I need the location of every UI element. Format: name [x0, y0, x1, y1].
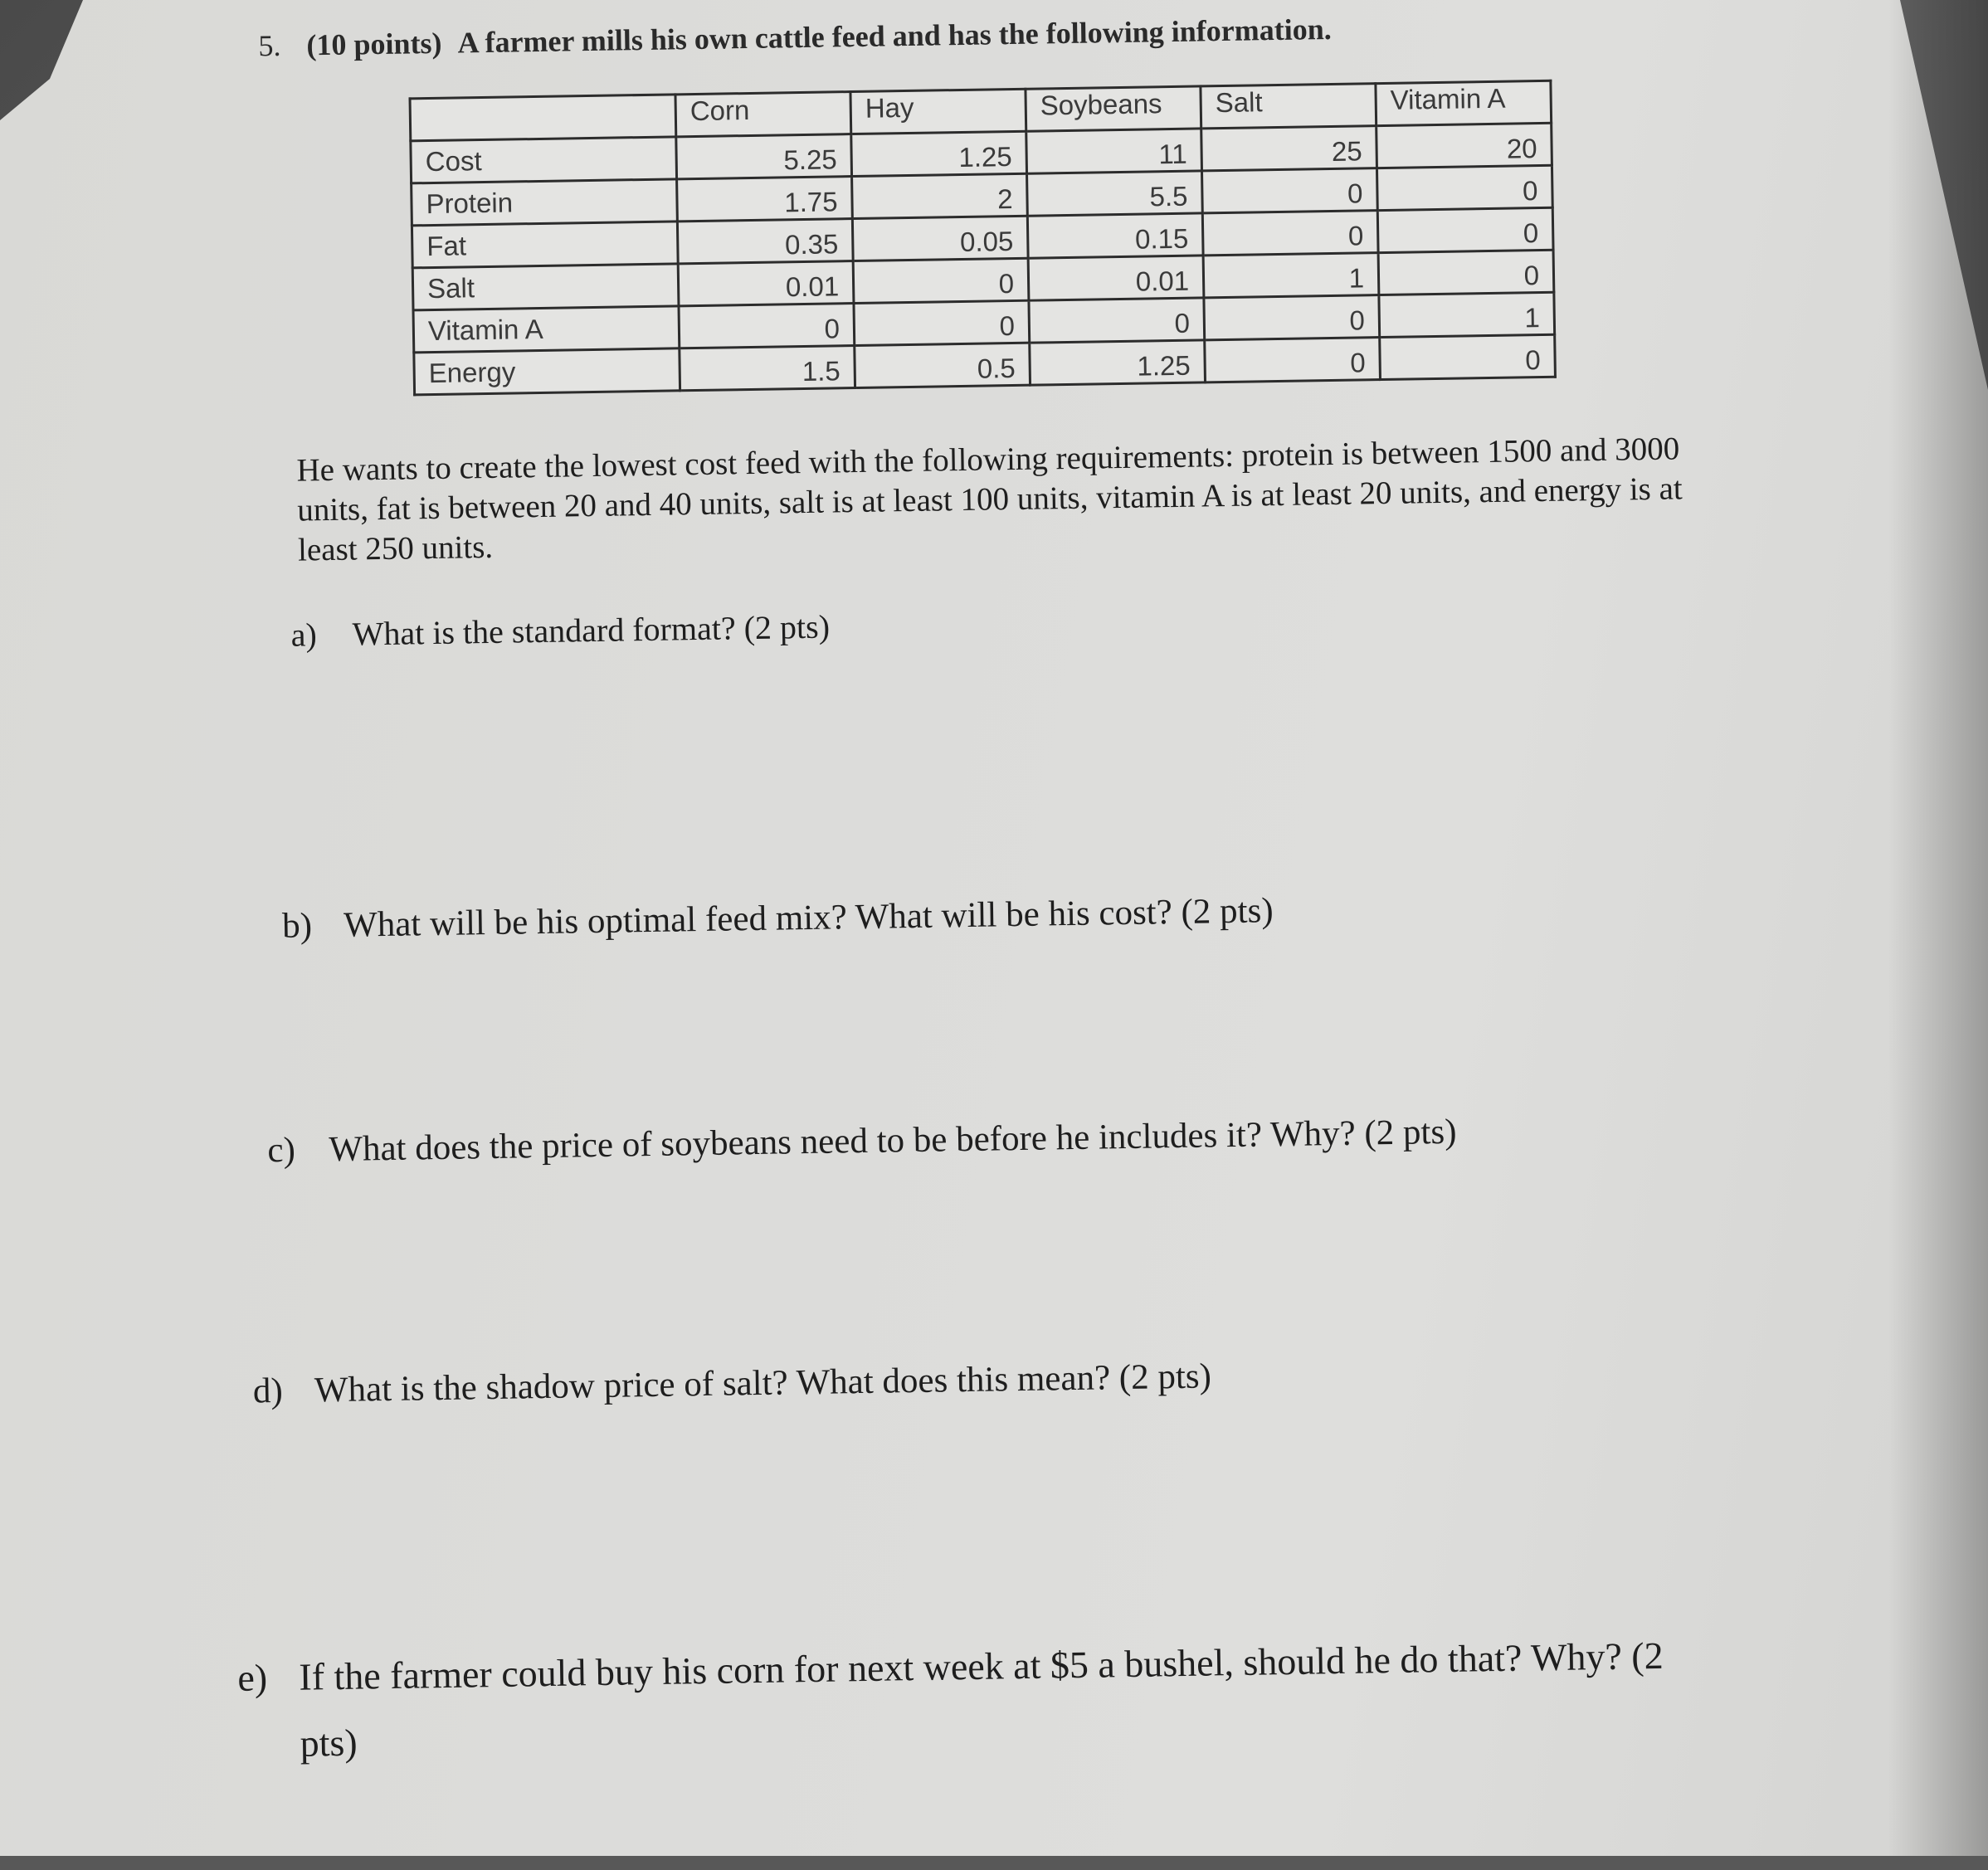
- table-cell: 0: [1205, 338, 1381, 382]
- table-cell: 11: [1026, 129, 1202, 173]
- table-cell: 5.25: [676, 134, 852, 179]
- table-cell: 0: [1204, 295, 1380, 340]
- table-cell: 20: [1376, 123, 1552, 168]
- table-cell: 0: [1378, 250, 1554, 295]
- table-cell: 0: [854, 300, 1030, 345]
- problem-number: 5.: [258, 28, 281, 63]
- question-letter: b): [281, 906, 313, 946]
- table-cell: 0: [1377, 207, 1553, 252]
- question-text: What is the shadow price of salt? What does this mean? (2 pts): [314, 1356, 1212, 1410]
- question-a: [290, 607, 830, 655]
- question-letter: e): [236, 1656, 268, 1699]
- table-cell: 0.01: [1028, 256, 1204, 300]
- row-label-energy: Energy: [414, 348, 680, 395]
- question-text: What will be his optimal feed mix? What will be his cost? (2 pts): [343, 891, 1274, 945]
- table-cell: 0: [1201, 168, 1377, 213]
- question-letter: a): [290, 616, 318, 654]
- table-cell: 0.35: [677, 219, 853, 264]
- question-text-continuation: pts): [300, 1721, 358, 1765]
- question-c: [267, 1112, 1457, 1171]
- table-cell: 0: [1029, 298, 1205, 343]
- table-cell: 0: [853, 258, 1029, 303]
- table-cell: 0: [679, 304, 855, 348]
- column-header-corn: Corn: [675, 92, 851, 137]
- question-d: [253, 1356, 1212, 1411]
- feed-data-table: [408, 80, 1556, 397]
- question-text: What is the standard format? (2 pts): [352, 607, 831, 653]
- table-cell: 2: [852, 173, 1028, 218]
- problem-intro: A farmer mills his own cattle feed and has the following information.: [457, 12, 1333, 60]
- table-cell: 1.75: [677, 177, 853, 222]
- table-cell: 5.5: [1027, 171, 1203, 216]
- question-letter: d): [252, 1371, 284, 1411]
- table-cell: 25: [1201, 126, 1377, 171]
- table-cell: 0: [1380, 334, 1556, 379]
- table-cell: 0.05: [852, 216, 1028, 261]
- table-cell: 1.25: [851, 131, 1027, 176]
- row-label-vitamin-a: Vitamin A: [413, 306, 680, 353]
- column-header-vitamin-a: Vitamin A: [1376, 80, 1552, 125]
- problem-points: (10 points): [306, 26, 442, 62]
- table-cell: 1: [1203, 253, 1379, 298]
- table-cell: 0.01: [678, 261, 854, 306]
- table-cell: 1: [1379, 292, 1555, 337]
- requirements-paragraph: He wants to create the lowest cost feed with the following requirements: protein is between 1500 and 3000 units, fat is between 20 and 40 units, salt is at least 100 units, vitamin A is at least 20 units, and energy is at least 250 units.: [296, 431, 1683, 568]
- table-cell: 0.15: [1027, 213, 1203, 258]
- row-label-salt: Salt: [412, 264, 679, 310]
- row-label-fat: Fat: [412, 222, 678, 268]
- row-label-cost: Cost: [411, 137, 677, 183]
- question-e: [237, 1619, 1898, 1777]
- column-header-hay: Hay: [850, 89, 1026, 134]
- row-label-protein: Protein: [412, 179, 678, 226]
- table-cell: 0.5: [855, 343, 1031, 387]
- question-text: If the farmer could buy his corn for next week at $5 a bushel, should he do that? Why? (2: [298, 1634, 1664, 1698]
- table-cell: 1.5: [680, 346, 855, 391]
- question-text: What does the price of soybeans need to be before he includes it? Why? (2 pts): [329, 1112, 1457, 1170]
- column-header-salt: Salt: [1201, 84, 1376, 129]
- table-cell: 0: [1202, 211, 1378, 256]
- table-cell: 0: [1376, 165, 1552, 210]
- problem-heading: [258, 12, 1332, 63]
- table-cell: 1.25: [1030, 340, 1206, 385]
- table-corner-cell: [410, 95, 676, 141]
- question-b: [282, 890, 1274, 947]
- question-letter: c): [267, 1130, 296, 1171]
- column-header-soybeans: Soybeans: [1026, 86, 1201, 131]
